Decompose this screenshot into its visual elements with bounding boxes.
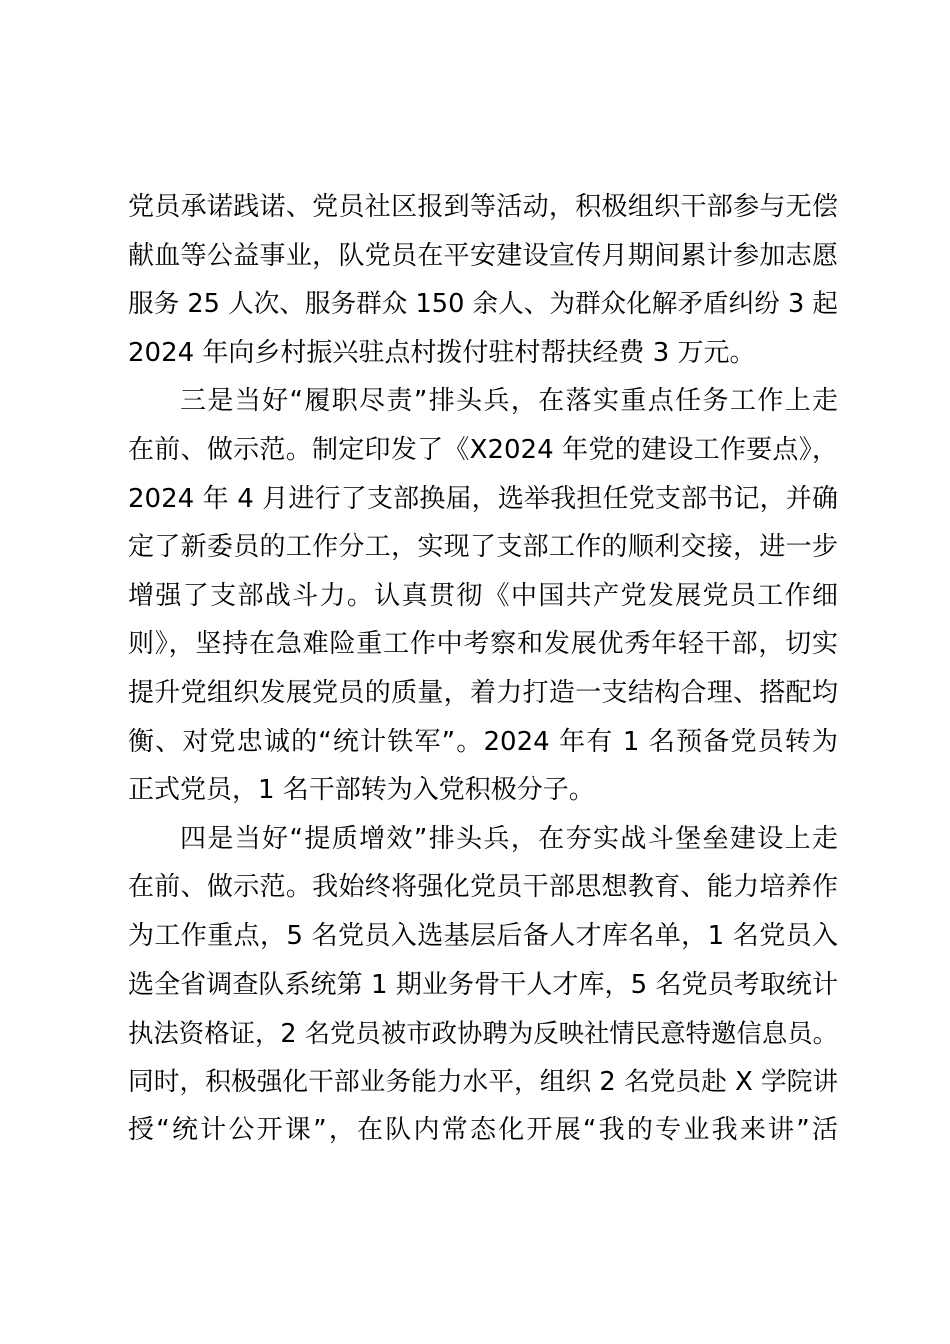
text-line: 衡、对党忠诚的“统计铁军”。2024 年有 1 名预备党员转为 (128, 726, 838, 757)
text-line: 在前、做示范。我始终将强化党员干部思想教育、能力培养作 (128, 872, 838, 903)
text-line: 2024 年向乡村振兴驻点村拨付驻村帮扶经费 3 万元。 (128, 337, 756, 368)
paragraph-first-line: 四是当好“提质增效”排头兵，在夯实战斗堡垒建设上走 (180, 823, 838, 854)
text-line: 在前、做示范。制定印发了《X2024 年党的建设工作要点》， (128, 434, 838, 465)
text-line: 执法资格证，2 名党员被市政协聘为反映社情民意特邀信息员。 (128, 1018, 838, 1049)
text-line: 正式党员，1 名干部转为入党积极分子。 (128, 775, 595, 806)
text-line: 献血等公益事业，队党员在平安建设宣传月期间累计参加志愿 (128, 240, 838, 271)
document-body (128, 183, 838, 1155)
text-line: 提升党组织发展党员的质量，着力打造一支结构合理、搭配均 (128, 677, 838, 708)
paragraph-first-line: 三是当好“履职尽责”排头兵，在落实重点任务工作上走 (180, 386, 838, 417)
text-line: 则》，坚持在急难险重工作中考察和发展优秀年轻干部，切实 (128, 629, 838, 660)
text-line: 为工作重点，5 名党员入选基层后备人才库名单，1 名党员入 (128, 920, 838, 951)
text-line: 2024 年 4 月进行了支部换届，选举我担任党支部书记，并确 (128, 483, 838, 514)
text-line: 选全省调查队系统第 1 期业务骨干人才库，5 名党员考取统计 (128, 969, 838, 1000)
text-line: 同时，积极强化干部业务能力水平，组织 2 名党员赴 X 学院讲 (128, 1066, 839, 1097)
text-line: 授“统计公开课”，在队内常态化开展“我的专业我来讲”活 (128, 1115, 838, 1146)
text-line: 党员承诺践诺、党员社区报到等活动，积极组织干部参与无偿 (128, 192, 838, 222)
text-line: 定了新委员的工作分工，实现了支部工作的顺利交接，进一步 (128, 532, 838, 563)
text-line: 增强了支部战斗力。认真贯彻《中国共产党发展党员工作细 (128, 580, 838, 611)
text-line: 服务 25 人次、服务群众 150 余人、为群众化解矛盾纠纷 3 起 (128, 289, 838, 320)
